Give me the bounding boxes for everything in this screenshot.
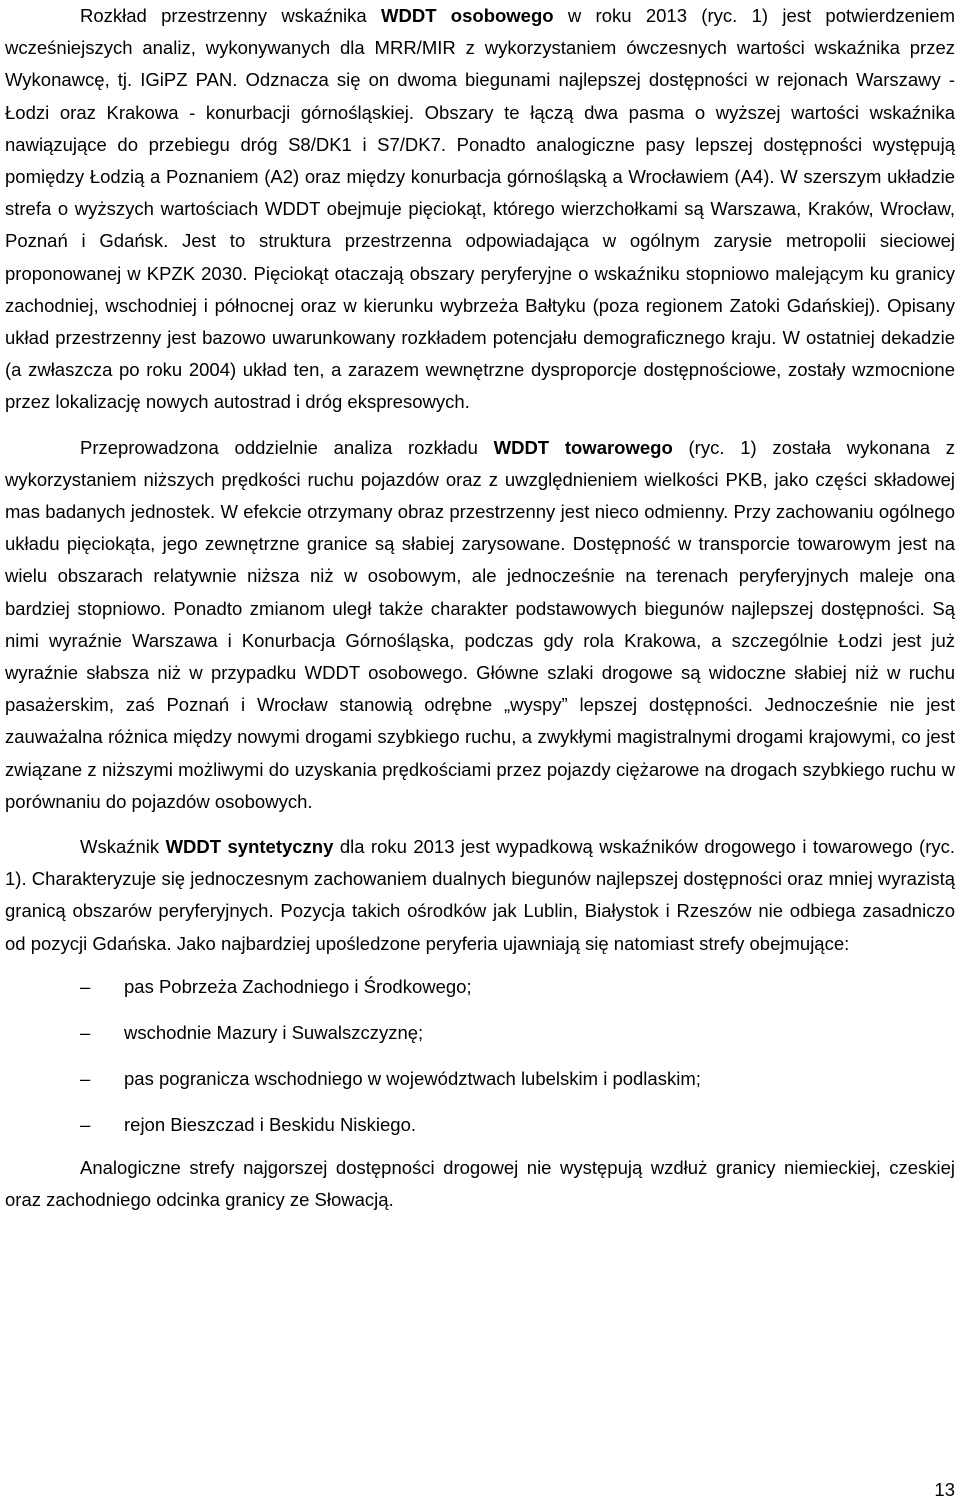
- paragraph-text: (ryc. 1) została wykonana z wykorzystaniem niższych prędkości ruchu pojazdów oraz z uwzględnieniem wielkości PKB, jako części składowej mas badanych jednostek. W efekcie otrzymany obraz przestrzenny jest nieco odmienny. Przy zachowaniu ogólnego układu pięciokąta, jego zewnętrzne granice są słabiej zarysowane. Dostępność w transporcie towarowym jest na wielu obszarach relatywnie niższa niż w osobowym, ale jednocześnie na terenach peryferyjnych maleje ona bardziej stopniowo. Ponadto zmianom uległ także charakter podstawowych biegunów najlepszej dostępności. Są nimi wyraźnie Warszawa i Konurbacja Górnośląska, podczas gdy rola Krakowa, a szczególnie Łodzi jest już wyraźnie słabsza niż w przypadku WDDT osobowego. Główne szlaki drogowe są widoczne słabiej niż w ruchu pasażerskim, zaś Poznań i Wrocław stanowią odrębne „wyspy” lepszej dostępności. Jednocześnie nie jest zauważalna różnica między nowymi drogami szybkiego ruchu, a zwykłymi magistralnymi drogami krajowymi, co jest związane z niższymi możliwymi do uzyskania prędkościami przez pojazdy ciężarowe na drogach szybkiego ruchu w porównaniu do pojazdów osobowych.: [5, 436, 955, 812]
- paragraph-analogous-zones: [5, 1152, 955, 1216]
- paragraph-wddt-osobowy: [5, 0, 955, 419]
- paragraph-gap: [5, 419, 955, 432]
- periphery-zones-list: [5, 964, 955, 1148]
- dash-bullet: –: [80, 975, 91, 997]
- paragraph-text: Wskaźnik: [80, 836, 166, 858]
- page-number: 13: [934, 1479, 955, 1500]
- document-page: [5, 0, 955, 1216]
- paragraph-gap: [5, 818, 955, 831]
- list-item: [5, 1056, 955, 1102]
- dash-bullet: –: [80, 1113, 91, 1135]
- list-item: [5, 964, 955, 1010]
- paragraph-text: w roku 2013 (ryc. 1) jest potwierdzeniem wcześniejszych analiz, wykonywanych dla MRR/MIR z wykorzystaniem ówczesnych wartości wskaźnika przez Wykonawcę, tj. IGiPZ PAN. Odznacza się on dwoma biegunami najlepszej dostępności w rejonach Warszawy - Łodzi oraz Krakowa - konurbacji górnośląskiej. Obszary te łączą dwa pasma o wyższej wartości wskaźnika nawiązujące do przebiegu dróg S8/DK1 i S7/DK7. Ponadto analogiczne pasy lepszej dostępności występują pomiędzy Łodzią a Poznaniem (A2) oraz między konurbacja górnośląską a Wrocławiem (A4). W szerszym układzie strefa o wyższych wartościach WDDT obejmuje pięciokąt, którego wierzchołkami są Warszawa, Kraków, Wrocław, Poznań i Gdańsk. Jest to struktura przestrzenna odpowiadająca w ogólnym zarysie metropolii sieciowej proponowanej w KPZK 2030. Pięciokąt otaczają obszary peryferyjne o wskaźniku stopniowo malejącym ku granicy zachodniej, wschodniej i północnej oraz w kierunku wybrzeża Bałtyku (poza regionem Zatoki Gdańskiej). Opisany układ przestrzenny jest bazowo uwarunkowany rozkładem potencjału demograficznego kraju. W ostatniej dekadzie (a zwłaszcza po roku 2004) układ ten, a zarazem wewnętrzne dysproporcje dostępnościowe, zostały wzmocnione przez lokalizację nowych autostrad i dróg ekspresowych.: [5, 5, 955, 413]
- list-item-text: pas Pobrzeża Zachodniego i Środkowego;: [124, 975, 472, 997]
- paragraph-text: dla roku 2013 jest wypadkową wskaźników drogowego i towarowego (ryc. 1). Charakteryzuje się jednoczesnym zachowaniem dualnych biegunów najlepszej dostępności oraz mniej wyrazistą granicą obszarów peryferyjnych. Pozycja takich ośrodków jak Lublin, Białystok i Rzeszów nie odbiega zasadniczo od pozycji Gdańska. Jako najbardziej upośledzone peryferia ujawniają się natomiast strefy obejmujące:: [5, 836, 955, 954]
- list-item-text: wschodnie Mazury i Suwalszczyznę;: [124, 1021, 424, 1043]
- dash-bullet: –: [80, 1021, 91, 1043]
- list-item-text: rejon Bieszczad i Beskidu Niskiego.: [124, 1113, 417, 1135]
- bold-term: WDDT osobowego: [381, 5, 554, 26]
- list-item: [5, 1102, 955, 1148]
- paragraph-wddt-syntetyczny: [5, 831, 955, 960]
- bold-term: WDDT syntetyczny: [165, 836, 334, 858]
- paragraph-text: Przeprowadzona oddzielnie analiza rozkładu: [80, 436, 494, 458]
- dash-bullet: –: [80, 1067, 91, 1089]
- bold-term: WDDT towarowego: [493, 436, 673, 458]
- list-item-text: pas pogranicza wschodniego w województwach lubelskim i podlaskim;: [124, 1067, 701, 1089]
- paragraph-text: Analogiczne strefy najgorszej dostępności drogowej nie występują wzdłuż granicy niemieckiej, czeskiej oraz zachodniego odcinka granicy ze Słowacją.: [5, 1156, 955, 1211]
- list-item: [5, 1010, 955, 1056]
- paragraph-wddt-towarowy: [5, 432, 955, 818]
- paragraph-text: Rozkład przestrzenny wskaźnika: [80, 5, 382, 26]
